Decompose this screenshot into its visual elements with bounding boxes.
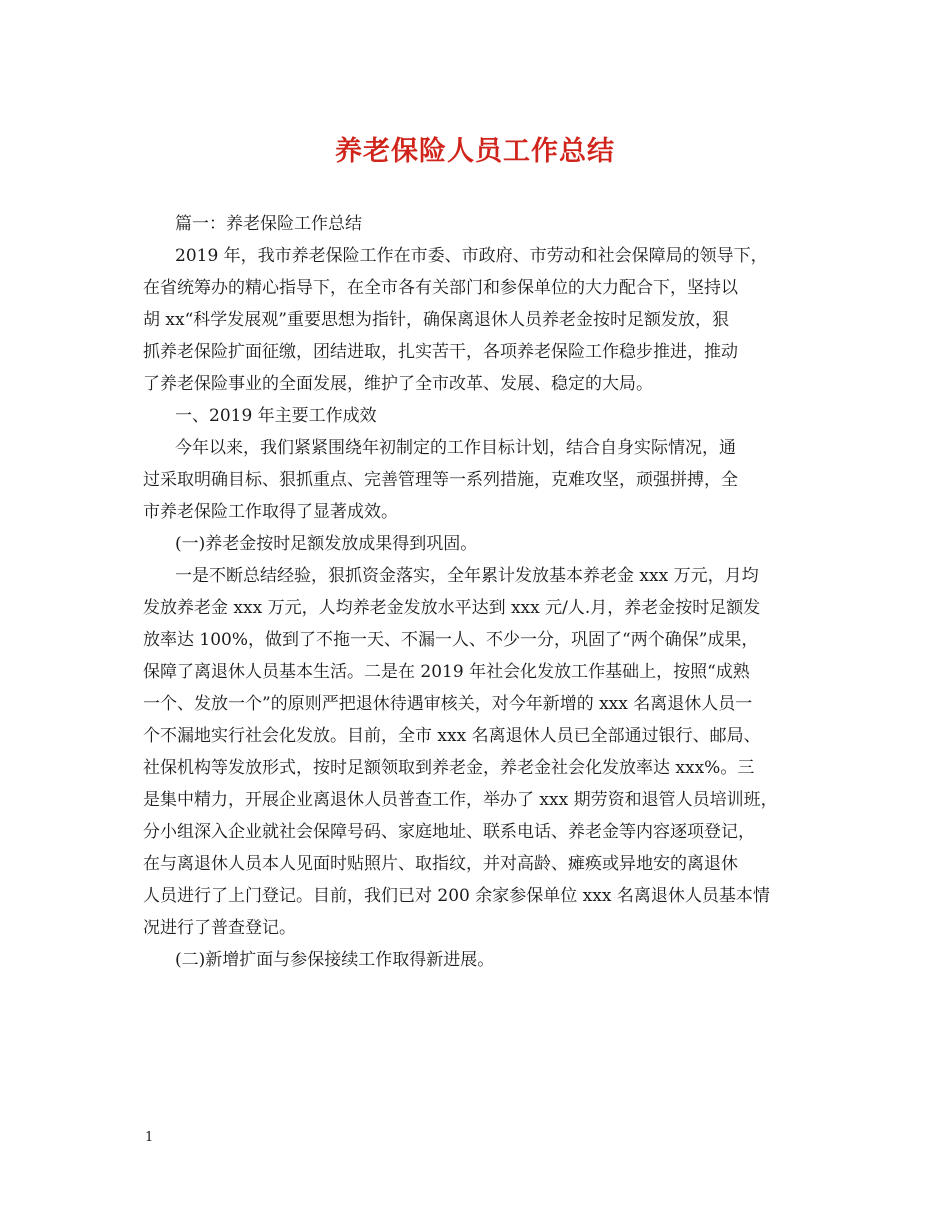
text-line: 一个、发放一个”的原则严把退休待遇审核关，对今年新增的 xxx 名离退休人员一 [143, 694, 753, 714]
text-line: 过采取明确目标、狠抓重点、完善管理等一系列措施，克难攻坚，顽强拼搏，全 [143, 470, 738, 490]
text-line: 一、2019 年主要工作成效 [175, 406, 377, 426]
text-line: 了养老保险事业的全面发展，维护了全市改革、发展、稳定的大局。 [143, 374, 653, 394]
text-line: 人员进行了上门登记。目前，我们已对 200 余家参保单位 xxx 名离退休人员基本情 [143, 886, 770, 906]
text-line: 胡 xx“科学发展观”重要思想为指针，确保离退休人员养老金按时足额发放，狠 [143, 310, 729, 330]
page-number: 1 [145, 1130, 154, 1145]
text-line: 发放养老金 xxx 万元，人均养老金发放水平达到 xxx 元/人.月，养老金按时足额发 [143, 598, 761, 618]
text-line: 一是不断总结经验，狠抓资金落实，全年累计发放基本养老金 xxx 万元，月均 [175, 566, 759, 586]
text-line: 分小组深入企业就社会保障号码、家庭地址、联系电话、养老金等内容逐项登记， [143, 822, 755, 842]
document-body [143, 208, 813, 976]
text-line: 保障了离退休人员基本生活。二是在 2019 年社会化发放工作基础上，按照“成熟 [143, 662, 750, 682]
text-line: (一)养老金按时足额发放成果得到巩固。 [175, 534, 478, 554]
text-line: 今年以来，我们紧紧围绕年初制定的工作目标计划，结合自身实际情况，通 [175, 438, 736, 458]
text-line: 况进行了普查登记。 [143, 918, 296, 938]
text-line: 抓养老保险扩面征缴，团结进取，扎实苦干，各项养老保险工作稳步推进，推动 [143, 342, 738, 362]
text-line: 在与离退休人员本人见面时贴照片、取指纹，并对高龄、瘫痪或异地安的离退休 [143, 854, 738, 874]
text-line: 在省统筹办的精心指导下，在全市各有关部门和参保单位的大力配合下，坚持以 [143, 278, 738, 298]
text-line: 是集中精力，开展企业离退休人员普查工作，举办了 xxx 期劳资和退管人员培训班， [143, 790, 778, 810]
text-line: 放率达 100%，做到了不拖一天、不漏一人、不少一分，巩固了“两个确保”成果， [143, 630, 759, 650]
text-line: 个不漏地实行社会化发放。目前，全市 xxx 名离退休人员已全部通过银行、邮局、 [143, 726, 761, 746]
text-line: 市养老保险工作取得了显著成效。 [143, 502, 398, 522]
text-line: 2019 年，我市养老保险工作在市委、市政府、市劳动和社会保障局的领导下， [175, 246, 768, 266]
page-title: 养老保险人员工作总结 [335, 136, 615, 167]
text-line: (二)新增扩面与参保接续工作取得新进展。 [175, 950, 495, 970]
text-line: 篇一：养老保险工作总结 [175, 214, 362, 234]
text-line: 社保机构等发放形式，按时足额领取到养老金，养老金社会化发放率达 xxx%。三 [143, 758, 755, 778]
